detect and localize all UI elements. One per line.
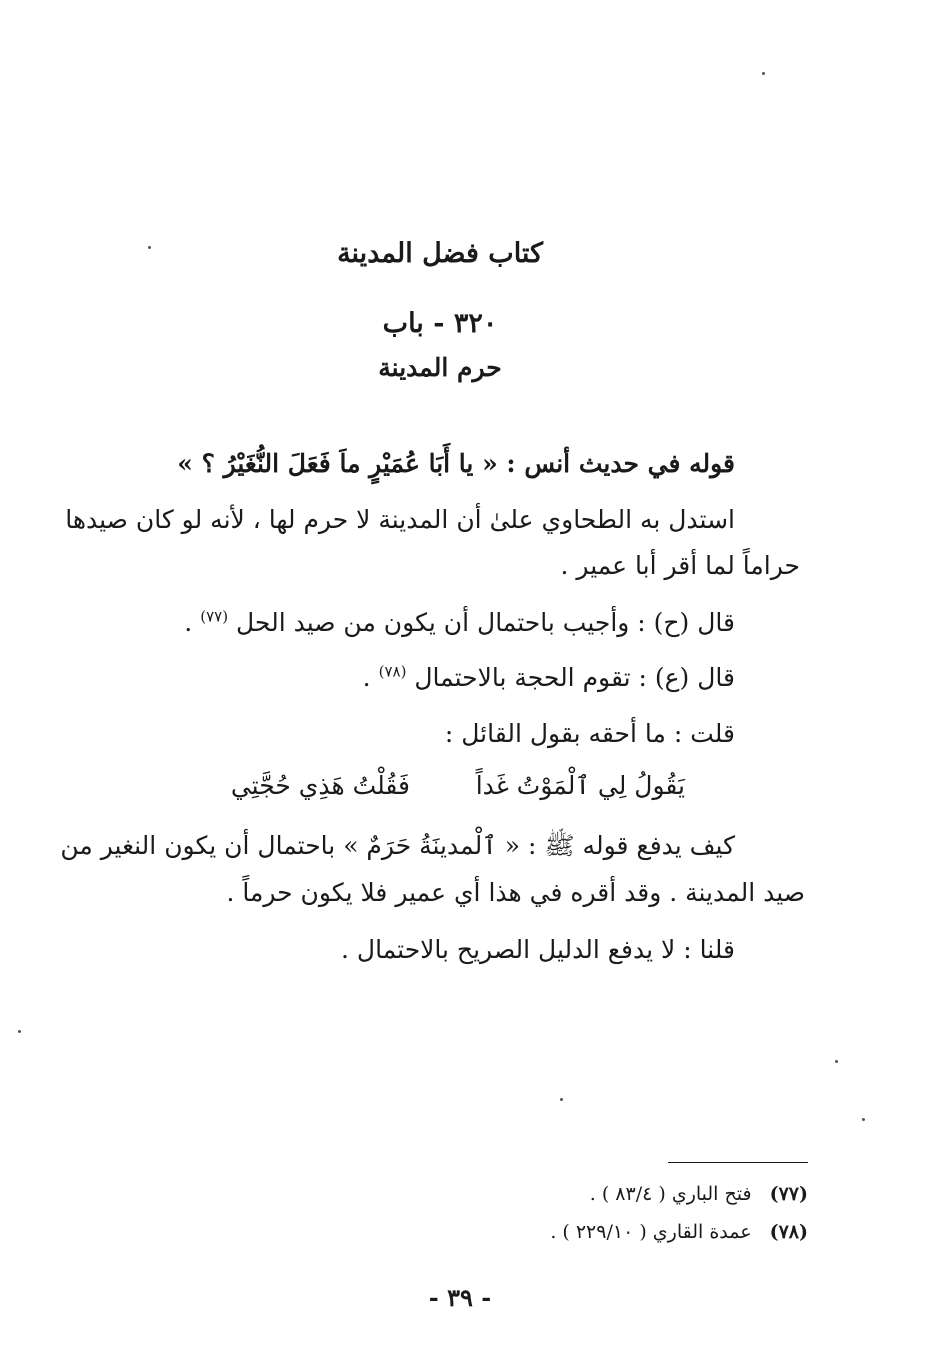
paragraph-line-2: حراماً لما أقر أبا عمير . <box>560 551 800 580</box>
footnote-ref-78: (٧٨) <box>378 662 407 681</box>
scan-speck <box>762 72 765 75</box>
paragraph-line-8: قلنا : لا يدفع الدليل الصريح بالاحتمال . <box>341 935 735 964</box>
footnote-number: (٧٨) <box>769 1221 808 1243</box>
book-title: كتاب فضل المدينة <box>337 238 543 269</box>
footnote-78 <box>550 1218 808 1246</box>
chapter-title: حرم المدينة <box>378 353 502 382</box>
footnote-text: فتح الباري ( ٨٣/٤ ) . <box>589 1183 752 1205</box>
line-end-dot: . <box>184 608 193 637</box>
chapter-number: ٣٢٠ - باب <box>382 308 498 339</box>
scan-speck <box>18 1030 21 1033</box>
paragraph-line-3 <box>184 605 735 641</box>
line-end-dot: . <box>362 663 371 692</box>
footnote-separator <box>668 1162 808 1163</box>
verse-hemistich-1: يَقُولُ لِي ٱلْمَوْتُ غَداً <box>475 771 685 800</box>
paragraph-line-7: صيد المدينة . وقد أقره في هذا أي عمير فلا يكون حرماً . <box>226 878 805 907</box>
quote-text-h: قال (ح) : وأجيب باحتمال أن يكون من صيد الحل <box>236 608 735 637</box>
paragraph-line-6: كيف يدفع قوله ﷺ : « ٱلْمدينَةُ حَرَمٌ » باحتمال أن يكون النغير من <box>60 831 735 860</box>
hadith-quote-line: قوله في حديث أنس : « يا أَبَا عُمَيْرٍ ماَ فَعَلَ النُّغَيْرُ ؟ » <box>177 449 735 478</box>
paragraph-line-4 <box>363 660 735 696</box>
footnote-number: (٧٧) <box>769 1183 808 1205</box>
verse-hemistich-2: فَقُلْتُ هَذِي حُجَّتِي <box>230 771 410 800</box>
scan-speck <box>560 1098 563 1101</box>
scan-speck <box>835 1060 838 1063</box>
page-number: - ٣٩ - <box>428 1283 492 1312</box>
footnote-ref-77: (٧٧) <box>200 607 229 626</box>
scan-speck <box>862 1118 865 1121</box>
paragraph-line-1: استدل به الطحاوي علىٰ أن المدينة لا حرم لها ، لأنه لو كان صيدها <box>65 505 735 534</box>
footnote-text: عمدة القاري ( ٢٢٩/١٠ ) . <box>550 1221 752 1243</box>
footnote-77 <box>590 1180 808 1208</box>
scan-speck <box>148 246 151 249</box>
quote-text-ayn: قال (ع) : تقوم الحجة بالاحتمال <box>414 663 735 692</box>
paragraph-line-5: قلت : ما أحقه بقول القائل : <box>444 719 735 748</box>
